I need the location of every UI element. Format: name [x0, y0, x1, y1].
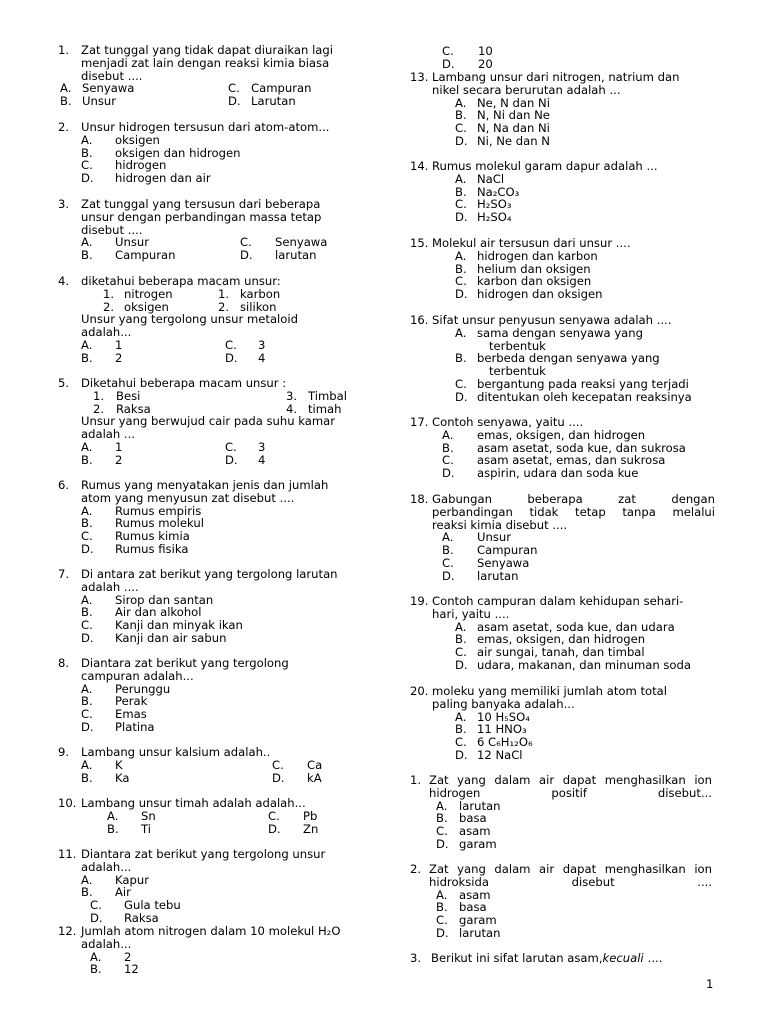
option-text: karbon: [240, 286, 281, 301]
option-text: Rumus molekul: [115, 516, 204, 531]
option-text: asam asetat, soda kue, dan sukrosa: [477, 440, 686, 455]
option-letter: A.: [81, 338, 93, 352]
option-text: Kanji dan minyak ikan: [115, 618, 243, 633]
option-text: ditentukan oleh kecepatan reaksinya: [477, 389, 692, 404]
option-letter: C.: [455, 735, 467, 750]
option-text: Besi: [116, 388, 141, 403]
option-letter: A.: [81, 757, 93, 772]
option-letter: B.: [81, 605, 93, 620]
option-text: Gula tebu: [124, 898, 181, 913]
option-text: asam asetat, emas, dan sukrosa: [477, 453, 666, 468]
option-letter: A.: [107, 808, 119, 823]
option-text: Larutan: [251, 94, 296, 109]
question-number: 6.: [58, 478, 70, 492]
option-letter: A.: [436, 887, 448, 902]
question-number: 2.: [410, 862, 422, 876]
option-letter: A.: [81, 592, 93, 607]
question-text: Diantara zat berikut yang tergolong: [81, 656, 289, 670]
question-number: 17.: [410, 415, 429, 429]
option-text: Na₂CO₃: [477, 184, 520, 199]
option-text: N, Na dan Ni: [477, 121, 550, 136]
option-text: terbentuk: [489, 338, 546, 353]
option-letter: B.: [455, 632, 467, 647]
option-letter: A.: [455, 248, 467, 263]
option-letter: C.: [225, 338, 237, 352]
option-text: Senyawa: [477, 556, 530, 570]
question-number: 20.: [410, 684, 429, 698]
option-letter: A.: [81, 440, 93, 454]
question-number: 13.: [410, 70, 429, 84]
option-letter: 3.: [286, 388, 298, 403]
question-number: 10.: [58, 796, 77, 810]
question-text: Di antara zat berikut yang tergolong larutan: [81, 567, 338, 581]
option-text: Campuran: [477, 543, 538, 558]
option-text: silikon: [240, 299, 277, 314]
option-text: Air dan alkohol: [115, 605, 202, 620]
option-text: N, Ni dan Ne: [477, 108, 550, 123]
question-number: 15.: [410, 236, 429, 250]
option-letter: B.: [455, 184, 467, 199]
option-letter: A.: [81, 235, 93, 250]
option-letter: B.: [455, 722, 467, 737]
question-number: 7.: [58, 567, 70, 581]
option-letter: B.: [90, 962, 102, 977]
question-text: Zat tunggal yang tidak dapat diuraikan lagi: [81, 43, 333, 57]
question-text: kecuali: [602, 951, 644, 965]
option-text: terbentuk: [489, 364, 546, 379]
option-letter: C.: [240, 235, 252, 250]
option-letter: B.: [81, 145, 93, 160]
question-text: atom yang menyusun zat disebut ....: [81, 490, 295, 505]
option-letter: C.: [81, 529, 93, 544]
option-text: timah: [308, 401, 342, 416]
option-text: Senyawa: [82, 81, 135, 96]
option-text: Timbal: [308, 388, 347, 403]
question-text: Zat yang dalam air dapat menghasilkan ion: [429, 773, 712, 787]
option-text: 1: [115, 440, 123, 454]
question-text: Diketahui beberapa macam unsur :: [81, 376, 287, 390]
option-letter: D.: [455, 134, 468, 148]
option-letter: B.: [81, 452, 93, 467]
option-letter: D.: [81, 631, 94, 645]
option-text: Ti: [141, 821, 151, 836]
option-letter: D.: [442, 466, 455, 481]
option-text: asam asetat, soda kue, dan udara: [477, 619, 675, 634]
question-text: Rumus molekul garam dapur adalah ...: [432, 159, 658, 173]
option-letter: D.: [455, 658, 468, 672]
option-text: 10: [478, 44, 493, 58]
option-letter: 2.: [93, 401, 105, 416]
question-text: reaksi kimia disebut ....: [432, 517, 568, 532]
question-text: Unsur yang berwujud cair pada suhu kamar: [81, 414, 336, 429]
option-text: H₂SO₄: [477, 210, 512, 225]
option-text: Unsur: [115, 235, 149, 250]
option-text: 3: [258, 338, 266, 352]
question-text: adalah ...: [81, 427, 135, 442]
option-text: oksigen: [124, 299, 169, 314]
option-letter: D.: [268, 821, 281, 836]
option-text: larutan: [459, 926, 501, 940]
option-letter: A.: [455, 619, 467, 634]
option-text: basa: [459, 811, 487, 826]
question-text: unsur dengan perbandingan massa tetap: [81, 209, 322, 224]
option-text: Raksa: [124, 911, 159, 925]
option-text: asam: [459, 824, 491, 839]
option-text: helium dan oksigen: [477, 261, 591, 276]
question-text: Berikut ini sifat larutan asam,: [431, 951, 603, 965]
option-text: Platina: [115, 720, 155, 734]
question-number: 14.: [410, 159, 429, 173]
option-letter: C.: [455, 121, 467, 136]
option-text: larutan: [477, 568, 519, 583]
option-text: emas, oksigen, dan hidrogen: [477, 427, 646, 442]
question-text: moleku yang memiliki jumlah atom total: [432, 684, 667, 698]
question-text: hidroksida disebut ....: [429, 874, 712, 889]
option-text: garam: [459, 913, 497, 928]
option-text: Unsur: [477, 530, 511, 545]
option-letter: C.: [455, 274, 467, 289]
option-letter: A.: [81, 503, 93, 518]
option-letter: B.: [436, 811, 448, 826]
option-letter: D.: [81, 542, 94, 556]
option-letter: 1.: [93, 388, 105, 403]
option-text: Sn: [141, 808, 156, 823]
option-text: Rumus fisika: [115, 542, 189, 556]
option-letter: A.: [442, 530, 454, 545]
question-text: Sifat unsur penyusun senyawa adalah ....: [432, 313, 672, 327]
question-text: Zat yang dalam air dapat menghasilkan ion: [429, 862, 712, 876]
question-text: disebut ....: [81, 222, 143, 237]
option-letter: B.: [455, 108, 467, 123]
question-text: Contoh campuran dalam kehidupan sehari-: [432, 594, 684, 608]
option-letter: 2.: [103, 299, 115, 314]
option-text: 12: [124, 962, 139, 977]
option-text: Zn: [303, 821, 319, 836]
option-letter: 4.: [286, 401, 298, 416]
option-letter: D.: [442, 56, 455, 71]
option-text: 4: [258, 350, 266, 365]
option-letter: A.: [81, 681, 93, 696]
option-letter: D.: [272, 770, 285, 785]
question-text: adalah...: [81, 325, 132, 340]
option-letter: B.: [60, 94, 72, 109]
question-text: Molekul air tersusun dari unsur ....: [432, 236, 631, 250]
option-letter: D.: [228, 94, 241, 109]
option-letter: C.: [455, 645, 467, 660]
question-number: 5.: [58, 376, 70, 390]
option-letter: A.: [455, 709, 467, 724]
option-text: basa: [459, 900, 487, 915]
option-text: 6 C₆H₁₂O₆: [477, 735, 533, 750]
question-text: adalah...: [81, 936, 132, 951]
option-letter: C.: [81, 158, 93, 173]
option-letter: C.: [90, 898, 102, 913]
question-number: 16.: [410, 313, 429, 327]
option-letter: D.: [455, 210, 468, 225]
option-letter: B.: [81, 694, 93, 709]
option-letter: 2.: [218, 299, 230, 314]
question-number: 12.: [58, 924, 77, 938]
option-text: Rumus kimia: [115, 529, 190, 544]
option-letter: A.: [81, 872, 93, 887]
option-text: 2: [115, 452, 123, 467]
question-number: 3.: [410, 951, 422, 965]
question-text: Lambang unsur dari nitrogen, natrium dan: [432, 70, 680, 84]
option-text: karbon dan oksigen: [477, 274, 592, 289]
question-text: Contoh senyawa, yaitu ....: [432, 415, 584, 429]
option-letter: C.: [442, 556, 454, 570]
question-number: 18.: [410, 492, 429, 506]
question-text: disebut ....: [81, 68, 143, 83]
option-text: Pb: [303, 808, 318, 823]
question-number: 3.: [58, 197, 70, 211]
question-text: hari, yaitu ....: [432, 606, 510, 621]
option-letter: C.: [455, 197, 467, 212]
option-letter: A.: [90, 949, 102, 964]
option-text: aspirin, udara dan soda kue: [477, 466, 639, 481]
question-number: 8.: [58, 656, 70, 670]
option-letter: C.: [455, 377, 467, 391]
question-text: Diantara zat berikut yang tergolong unsur: [81, 847, 326, 861]
option-text: Sirop dan santan: [115, 592, 214, 607]
option-letter: B.: [81, 885, 93, 900]
option-text: kA: [307, 770, 322, 785]
option-text: Air: [115, 885, 131, 900]
question-text: campuran adalah...: [81, 668, 194, 683]
option-letter: B.: [455, 261, 467, 276]
question-text: perbandingan tidak tetap tanpa melalui: [432, 504, 715, 519]
option-letter: A.: [60, 81, 72, 96]
question-text: Rumus yang menyatakan jenis dan jumlah: [81, 478, 329, 492]
option-letter: D.: [436, 926, 449, 940]
option-letter: B.: [455, 351, 467, 366]
option-letter: 1.: [218, 286, 230, 301]
question-number: 9.: [58, 745, 70, 759]
option-text: Raksa: [116, 401, 151, 416]
option-text: sama dengan senyawa yang: [477, 325, 643, 340]
option-text: bergantung pada reaksi yang terjadi: [477, 377, 689, 391]
option-letter: B.: [436, 900, 448, 915]
option-text: Rumus empiris: [115, 503, 202, 518]
option-letter: B.: [81, 770, 93, 785]
option-letter: 1.: [103, 286, 115, 301]
option-letter: B.: [81, 350, 93, 365]
option-letter: C.: [442, 44, 454, 58]
option-letter: D.: [455, 287, 468, 302]
option-text: Ka: [115, 770, 130, 785]
question-text: Lambang unsur kalsium adalah..: [81, 745, 271, 759]
option-letter: D.: [81, 720, 94, 734]
option-text: 2: [124, 949, 132, 964]
question-text: hidrogen positif disebut...: [429, 785, 712, 800]
question-text: Unsur hidrogen tersusun dari atom-atom...: [81, 120, 330, 134]
question-text: nikel secara berurutan adalah ...: [432, 82, 621, 97]
option-letter: D.: [240, 248, 253, 263]
option-text: Kanji dan air sabun: [115, 631, 227, 645]
option-letter: D.: [455, 748, 468, 762]
question-text: ....: [647, 951, 663, 965]
option-text: air sungai, tanah, dan timbal: [477, 645, 645, 660]
option-text: 12 NaCl: [477, 748, 523, 762]
option-letter: C.: [81, 618, 93, 633]
option-text: oksigen dan hidrogen: [115, 145, 241, 160]
option-text: Unsur: [82, 94, 116, 109]
option-text: 3: [258, 440, 266, 454]
option-letter: B.: [442, 440, 454, 455]
option-letter: B.: [107, 821, 119, 836]
question-text: menjadi zat lain dengan reaksi kimia biasa: [81, 55, 330, 70]
option-letter: C.: [268, 808, 280, 823]
option-text: Ni, Ne dan N: [477, 134, 550, 148]
question-number: 19.: [410, 594, 429, 608]
option-text: larutan: [459, 798, 501, 813]
question-text: Gabungan beberapa zat dengan: [432, 492, 715, 506]
option-text: Campuran: [251, 81, 312, 96]
option-text: 4: [258, 452, 266, 467]
option-letter: D.: [90, 911, 103, 925]
option-text: hidrogen dan oksigen: [477, 287, 603, 302]
option-letter: D.: [455, 389, 468, 404]
option-letter: A.: [455, 95, 467, 110]
option-text: K: [115, 757, 123, 772]
option-letter: D.: [225, 350, 238, 365]
option-text: 20: [478, 56, 493, 71]
option-letter: B.: [81, 516, 93, 531]
option-letter: A.: [436, 798, 448, 813]
option-text: asam: [459, 887, 491, 902]
question-text: adalah...: [81, 859, 132, 874]
option-letter: C.: [436, 824, 448, 839]
option-letter: C.: [436, 913, 448, 928]
option-text: Campuran: [115, 248, 176, 263]
option-letter: D.: [442, 568, 455, 583]
option-letter: B.: [81, 248, 93, 263]
option-text: NaCl: [477, 171, 505, 186]
question-text: paling banyaka adalah...: [432, 696, 575, 711]
option-text: 1: [115, 338, 123, 352]
option-letter: A.: [81, 132, 93, 147]
option-text: oksigen: [115, 132, 160, 147]
option-text: Perak: [115, 694, 148, 709]
question-number: 4.: [58, 274, 70, 288]
option-letter: C.: [81, 707, 93, 722]
option-text: berbeda dengan senyawa yang: [477, 351, 660, 366]
option-letter: C.: [228, 81, 240, 96]
option-letter: A.: [442, 427, 454, 442]
option-text: 11 HNO₃: [477, 722, 527, 737]
option-text: hidrogen dan air: [115, 171, 211, 186]
question-number: 1.: [410, 773, 422, 787]
option-text: hidrogen: [115, 158, 167, 173]
option-letter: A.: [455, 171, 467, 186]
question-text: Unsur yang tergolong unsur metaloid: [81, 312, 298, 327]
option-text: nitrogen: [124, 286, 173, 301]
question-number: 2.: [58, 120, 70, 134]
question-number: 1.: [58, 43, 70, 57]
option-text: Kapur: [115, 872, 149, 887]
option-letter: A.: [455, 325, 467, 340]
option-text: garam: [459, 837, 497, 851]
option-text: Ca: [307, 757, 323, 772]
option-letter: C.: [225, 440, 237, 454]
option-text: 2: [115, 350, 123, 365]
question-text: Zat tunggal yang tersusun dari beberapa: [81, 197, 321, 211]
question-number: 11.: [58, 847, 77, 861]
option-text: H₂SO₃: [477, 197, 512, 212]
option-letter: C.: [442, 453, 454, 468]
option-text: hidrogen dan karbon: [477, 248, 598, 263]
option-text: larutan: [275, 248, 317, 263]
option-text: Emas: [115, 707, 147, 722]
page-number: 1: [706, 977, 714, 991]
option-letter: D.: [436, 837, 449, 851]
option-text: Senyawa: [275, 235, 328, 250]
option-text: Perunggu: [115, 681, 171, 696]
question-text: Jumlah atom nitrogen dalam 10 molekul H₂O: [81, 924, 341, 938]
option-letter: D.: [225, 452, 238, 467]
option-text: 10 H₅SO₄: [477, 709, 530, 724]
question-text: adalah ....: [81, 579, 139, 594]
option-letter: B.: [442, 543, 454, 558]
question-text: Lambang unsur timah adalah adalah...: [81, 796, 306, 810]
option-text: emas, oksigen, dan hidrogen: [477, 632, 646, 647]
question-text: diketahui beberapa macam unsur:: [81, 274, 281, 288]
option-text: Ne, N dan Ni: [477, 95, 550, 110]
option-letter: C.: [272, 757, 284, 772]
option-text: udara, makanan, dan minuman soda: [477, 658, 691, 672]
option-letter: D.: [81, 171, 94, 186]
